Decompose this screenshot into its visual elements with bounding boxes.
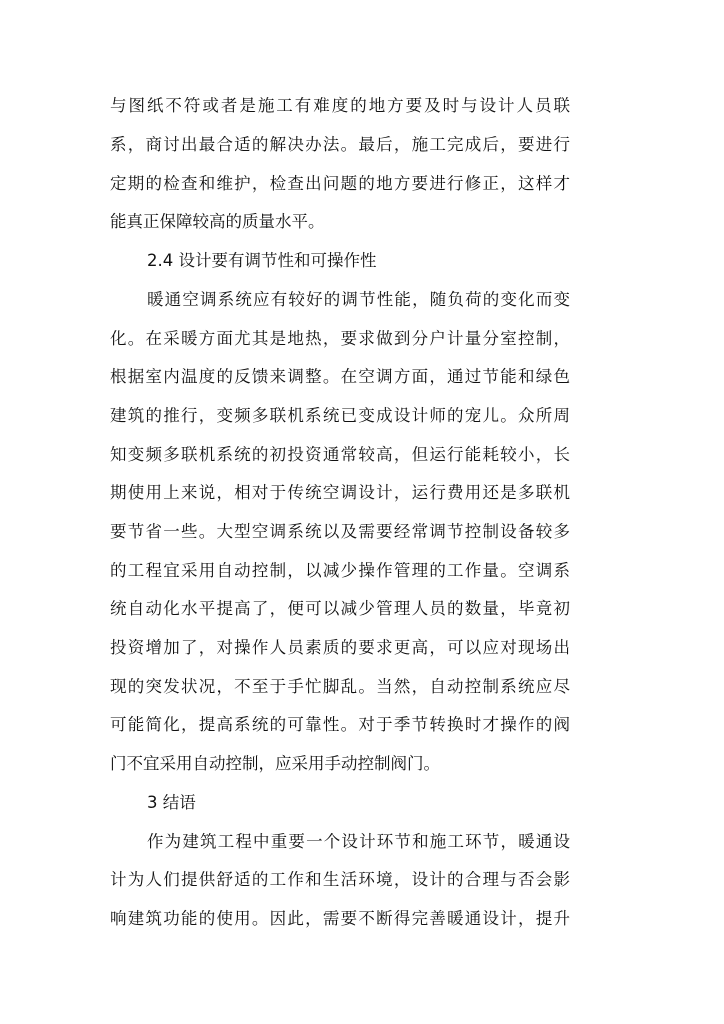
paragraph-2-line-2: 化。在采暖方面尤其是地热，要求做到分户计量分室控制， [110,329,570,348]
paragraph-2-line-4: 建筑的推行，变频多联机系统已变成设计师的宠儿。众所周 [110,406,570,425]
paragraph-1-line-4: 能真正保障较高的质量水平。 [110,212,325,231]
paragraph-3-line-3: 响建筑功能的使用。因此，需要不断得完善暖通设计，提升 [110,909,570,928]
paragraph-2-line-1: 暖通空调系统应有较好的调节性能，随负荷的变化而变 [147,290,570,309]
paragraph-3-line-2: 计为人们提供舒适的工作和生活环境，设计的合理与否会影 [110,870,570,889]
section-heading-2-4: 2.4 设计要有调节性和可操作性 [147,251,377,270]
paragraph-1-line-2: 系，商讨出最合适的解决办法。最后，施工完成后，要进行 [110,135,570,154]
paragraph-2-line-8: 的工程宜采用自动控制，以减少操作管理的工作量。空调系 [110,561,570,580]
paragraph-2-line-6: 期使用上来说，相对于传统空调设计，运行费用还是多联机 [110,483,570,502]
paragraph-2-line-3: 根据室内温度的反馈来调整。在空调方面，通过节能和绿色 [110,367,570,386]
paragraph-2-line-10: 投资增加了，对操作人员素质的要求更高，可以应对现场出 [110,638,570,657]
section-heading-3: 3 结语 [147,793,196,812]
paragraph-2-line-13: 门不宜采用自动控制，应采用手动控制阀门。 [110,754,440,773]
paragraph-2-line-7: 要节省一些。大型空调系统以及需要经常调节控制设备较多 [110,522,570,541]
paragraph-2-line-9: 统自动化水平提高了，便可以减少管理人员的数量，毕竟初 [110,599,570,618]
paragraph-2-line-12: 可能简化，提高系统的可靠性。对于季节转换时才操作的阀 [110,715,570,734]
paragraph-1-line-1: 与图纸不符或者是施工有难度的地方要及时与设计人员联 [110,96,570,115]
paragraph-2-line-11: 现的突发状况，不至于手忙脚乱。当然，自动控制系统应尽 [110,677,570,696]
paragraph-1-line-3: 定期的检查和维护，检查出问题的地方要进行修正，这样才 [110,174,570,193]
paragraph-3-line-1: 作为建筑工程中重要一个设计环节和施工环节，暖通设 [147,832,570,851]
paragraph-2-line-5: 知变频多联机系统的初投资通常较高，但运行能耗较小，长 [110,445,570,464]
